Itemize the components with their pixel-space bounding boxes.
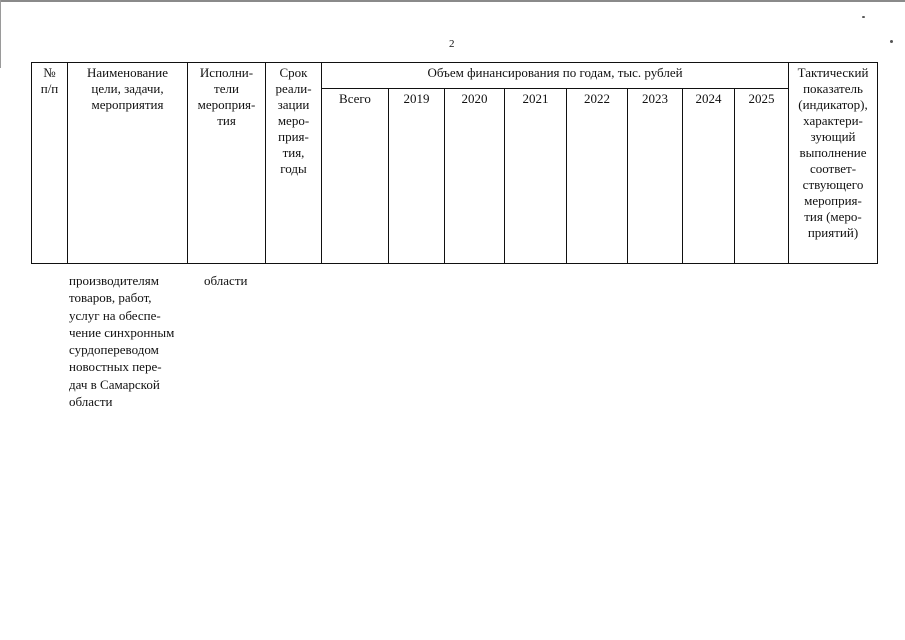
header-year-2023: 2023 <box>628 89 683 264</box>
header-year-2025: 2025 <box>735 89 789 264</box>
scan-speck <box>890 40 893 43</box>
header-name: Наименование цели, задачи, мероприятия <box>68 63 188 264</box>
header-year-2019: 2019 <box>389 89 445 264</box>
scan-left-edge <box>0 0 1 68</box>
header-executors: Исполни- тели мероприя- тия <box>188 63 266 264</box>
header-year-2024: 2024 <box>683 89 735 264</box>
scan-speck <box>862 16 865 18</box>
header-financing: Объем финансирования по годам, тыс. рублей <box>322 63 789 89</box>
program-table-header <box>31 62 878 264</box>
header-number: № п/п <box>32 63 68 264</box>
continued-measure-name: производителям товаров, работ, услуг на обеспе- чение синхронным сурдопереводом новостных пере- дач в Самарской области <box>69 273 175 410</box>
header-year-2020: 2020 <box>445 89 505 264</box>
page-number: 2 <box>449 38 455 50</box>
header-year-2021: 2021 <box>505 89 567 264</box>
header-year-2022: 2022 <box>567 89 628 264</box>
header-term: Срок реали- зации меро- прия- тия, годы <box>266 63 322 264</box>
header-indicator: Тактический показатель (индикатор), характери- зующий выполнение соответ- ствующего мероприя- тия (меро- приятий) <box>789 63 878 264</box>
scan-top-edge <box>0 0 905 2</box>
continued-executors: области <box>204 273 248 288</box>
header-total: Всего <box>322 89 389 264</box>
